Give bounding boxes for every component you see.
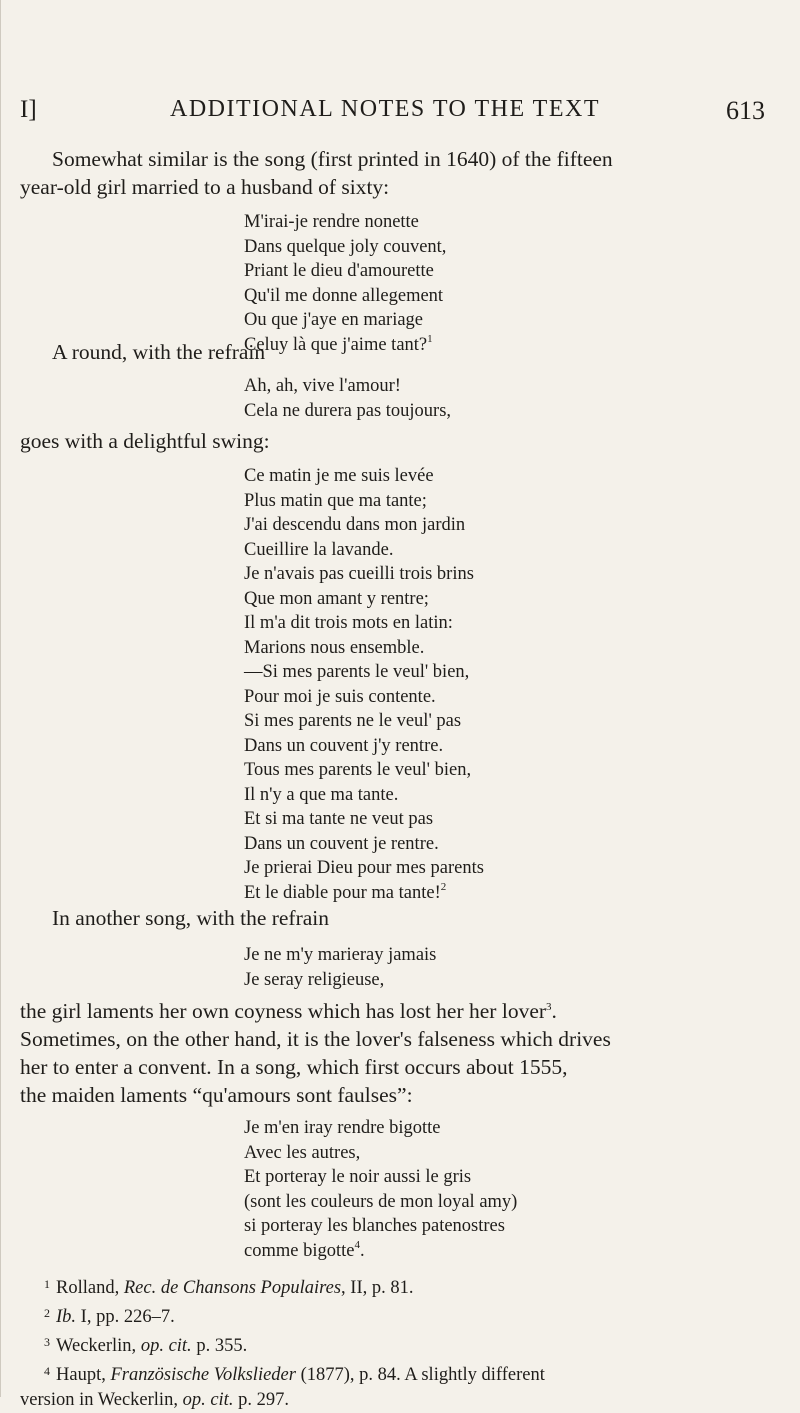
verse-5	[244, 1116, 517, 1263]
verse-line	[244, 1239, 517, 1264]
chapter-mark: I]	[20, 96, 37, 123]
text-line: Sometimes, on the other hand, it is the lover's falseness which drives	[20, 1027, 611, 1051]
text-line-end: .	[551, 999, 557, 1023]
paragraph-5	[20, 997, 780, 1109]
verse-line: si porteray les blanches patenostres	[244, 1216, 505, 1236]
page-edge-line	[0, 0, 1, 1397]
verse-line: Il m'a dit trois mots en latin:	[244, 613, 453, 633]
footnote-text: I, pp. 226–7.	[76, 1307, 175, 1327]
footnote-title: op. cit.	[182, 1390, 234, 1410]
footnote-4-continued	[20, 1388, 780, 1413]
paragraph-3	[20, 427, 780, 455]
verse-line: Qu'il me donne allegement	[244, 285, 444, 306]
verse-line: Dans quelque joly couvent,	[244, 236, 447, 257]
verse-line: Cela ne durera pas toujours,	[244, 400, 452, 421]
text-line: A round, with the refrain	[52, 340, 266, 364]
text-line: the maiden laments “qu'amours sont faulses”:	[20, 1083, 413, 1107]
footnote-text: Haupt,	[56, 1365, 111, 1385]
footnote-text: p. 355.	[191, 1336, 248, 1356]
verse-line: Je m'en iray rendre bigotte	[244, 1118, 441, 1138]
footnote-text: p. 297.	[233, 1390, 289, 1410]
page-number: 613	[726, 96, 765, 125]
footnote-ref: 2	[440, 880, 447, 893]
verse-line: Pour moi je suis contente.	[244, 686, 436, 707]
verse-line: Dans un couvent je rentre.	[244, 833, 439, 854]
footnote-text: Weckerlin,	[56, 1336, 141, 1356]
verse-line: Je ne m'y marieray jamais	[244, 945, 437, 965]
verse-line: Tous mes parents le veul' bien,	[244, 760, 472, 780]
verse-2	[244, 374, 451, 423]
footnote-number: 3	[44, 1335, 50, 1349]
paragraph-2	[20, 338, 780, 366]
verse-line: Et porteray le noir aussi le gris	[244, 1167, 472, 1187]
footnote-ref: 3	[546, 1001, 552, 1013]
verse-1	[244, 210, 446, 357]
verse-line: —Si mes parents le veul' bien,	[244, 662, 470, 682]
paragraph-4	[20, 904, 780, 932]
footnote-text: version in Weckerlin,	[20, 1390, 183, 1410]
running-header	[20, 96, 780, 130]
verse-line: Marions nous ensemble.	[244, 637, 425, 658]
verse-line: Je seray religieuse,	[244, 969, 385, 990]
verse-line: Je prierai Dieu pour mes parents	[244, 858, 484, 878]
paragraph-1	[20, 145, 780, 201]
text-line	[20, 997, 780, 1025]
footnote-title: op. cit.	[140, 1336, 192, 1356]
footnote-text: (1877), p. 84. A slightly different	[295, 1365, 545, 1385]
verse-3	[244, 464, 484, 905]
verse-line-text: Et le diable pour ma tante!	[244, 882, 441, 903]
verse-line	[244, 881, 484, 906]
text-line: In another song, with the refrain	[52, 906, 330, 930]
footnote-title: Ib.	[56, 1307, 77, 1327]
verse-line: Plus matin que ma tante;	[244, 490, 427, 511]
verse-4	[244, 943, 436, 992]
footnote-text: Rolland,	[56, 1278, 124, 1298]
footnote-text: , II, p. 81.	[341, 1278, 414, 1298]
footnote-number: 2	[44, 1306, 50, 1320]
text-line: goes with a delightful swing:	[20, 429, 270, 453]
text-line-part: the girl laments her own coyness which has lost her her lover	[20, 999, 547, 1023]
verse-line: Ou que j'aye en mariage	[244, 310, 424, 330]
verse-line: Il n'y a que ma tante.	[244, 784, 399, 805]
verse-line: Priant le dieu d'amourette	[244, 261, 434, 281]
verse-line: Avec les autres,	[244, 1142, 361, 1163]
footnotes	[20, 1272, 780, 1413]
verse-line: Ce matin je me suis levée	[244, 466, 434, 486]
text-line: year-old girl married to a husband of sixty:	[20, 175, 390, 199]
verse-line: Et si ma tante ne veut pas	[244, 809, 434, 829]
verse-line: (sont les couleurs de mon loyal amy)	[244, 1191, 518, 1212]
verse-line: Je n'avais pas cueilli trois brins	[244, 564, 474, 584]
verse-line: Si mes parents ne le veul' pas	[244, 711, 462, 731]
verse-line-end: .	[359, 1240, 365, 1261]
footnote-title: Rec. de Chansons Populaires	[123, 1278, 342, 1298]
footnote-title: Französische Volkslieder	[110, 1365, 296, 1385]
footnote-4	[20, 1359, 780, 1388]
verse-line-text: comme bigotte	[244, 1240, 355, 1261]
verse-line-text: Celuy là que j'aime tant?	[244, 334, 428, 355]
footnote-1	[20, 1272, 780, 1301]
footnote-ref: 1	[427, 332, 433, 345]
footnote-ref: 4	[354, 1238, 360, 1251]
footnote-number: 4	[44, 1364, 50, 1378]
verse-line: Que mon amant y rentre;	[244, 588, 429, 609]
verse-line: Dans un couvent j'y rentre.	[244, 735, 444, 756]
verse-line: Ah, ah, vive l'amour!	[244, 376, 401, 396]
text-line: Somewhat similar is the song (first printed in 1640) of the fifteen	[52, 147, 613, 171]
footnote-2	[20, 1301, 780, 1330]
verse-line: M'irai-je rendre nonette	[244, 212, 419, 232]
footnote-number: 1	[44, 1277, 50, 1291]
running-title: ADDITIONAL NOTES TO THE TEXT	[170, 96, 600, 122]
footnote-3	[20, 1330, 780, 1359]
verse-line: Cueillire la lavande.	[244, 539, 394, 560]
text-line: her to enter a convent. In a song, which first occurs about 1555,	[20, 1055, 568, 1079]
verse-line: J'ai descendu dans mon jardin	[244, 515, 466, 535]
